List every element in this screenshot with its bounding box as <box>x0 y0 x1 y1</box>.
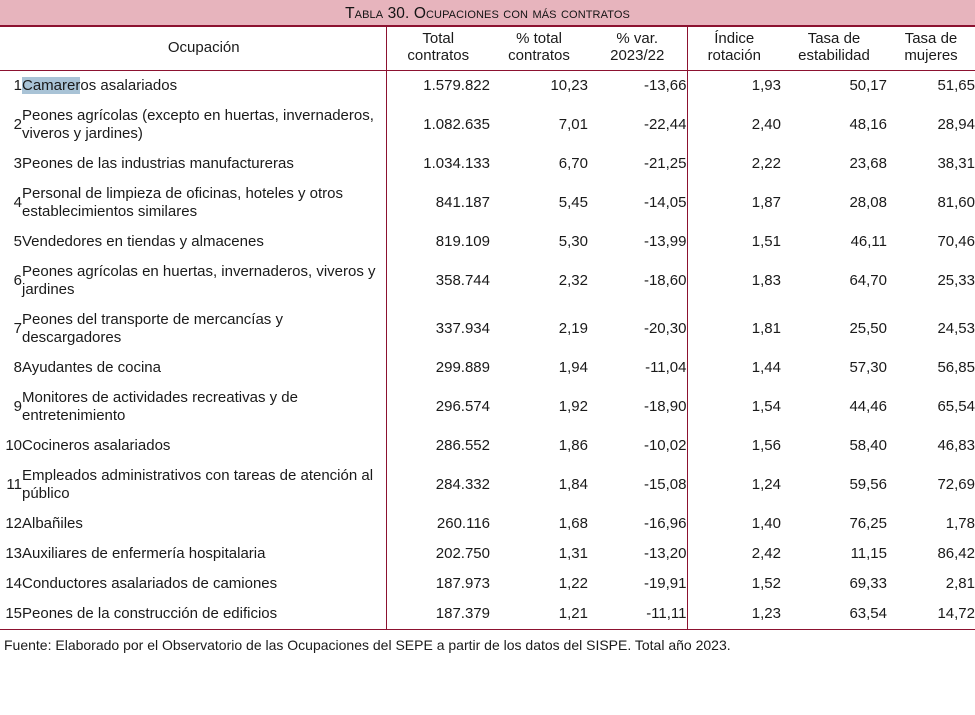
row-women-rate: 38,31 <box>887 149 975 179</box>
row-women-rate: 81,60 <box>887 179 975 227</box>
row-occupation: Monitores de actividades recreativas y de entretenimiento <box>22 383 386 431</box>
row-rotation-index: 2,22 <box>687 149 781 179</box>
row-women-rate: 28,94 <box>887 101 975 149</box>
row-rotation-index: 1,52 <box>687 569 781 599</box>
row-rotation-index: 2,42 <box>687 539 781 569</box>
row-pct-var: -11,11 <box>588 599 687 630</box>
column-header-occupation: Ocupación <box>22 27 386 70</box>
row-pct-total: 5,45 <box>490 179 588 227</box>
row-pct-total: 6,70 <box>490 149 588 179</box>
column-header-pct-var: % var. 2023/22 <box>588 27 687 70</box>
source-note-text: Fuente: Elaborado por el Observatorio de las Ocupaciones del SEPE a partir de los datos del SISPE. Total año 2023. <box>4 636 731 653</box>
row-stability-rate: 46,11 <box>781 227 887 257</box>
row-occupation: Ayudantes de cocina <box>22 353 386 383</box>
row-occupation: Conductores asalariados de camiones <box>22 569 386 599</box>
row-rank: 14 <box>0 569 22 599</box>
row-pct-total: 1,92 <box>490 383 588 431</box>
row-pct-var: -10,02 <box>588 431 687 461</box>
row-pct-var: -11,04 <box>588 353 687 383</box>
row-stability-rate: 28,08 <box>781 179 887 227</box>
row-pct-total: 1,84 <box>490 461 588 509</box>
row-occupation: Cocineros asalariados <box>22 431 386 461</box>
row-occupation: Peones de las industrias manufactureras <box>22 149 386 179</box>
row-rank: 10 <box>0 431 22 461</box>
row-stability-rate: 59,56 <box>781 461 887 509</box>
row-pct-var: -13,99 <box>588 227 687 257</box>
row-rank: 9 <box>0 383 22 431</box>
row-pct-var: -22,44 <box>588 101 687 149</box>
row-stability-rate: 50,17 <box>781 70 887 101</box>
row-stability-rate: 57,30 <box>781 353 887 383</box>
row-pct-var: -16,96 <box>588 509 687 539</box>
row-occupation: Personal de limpieza de oficinas, hoteles y otros establecimientos similares <box>22 179 386 227</box>
row-total-contracts: 299.889 <box>386 353 490 383</box>
row-women-rate: 25,33 <box>887 257 975 305</box>
row-stability-rate: 25,50 <box>781 305 887 353</box>
row-rank: 7 <box>0 305 22 353</box>
row-total-contracts: 286.552 <box>386 431 490 461</box>
row-total-contracts: 202.750 <box>386 539 490 569</box>
row-occupation: Peones de la construcción de edificios <box>22 599 386 630</box>
row-stability-rate: 23,68 <box>781 149 887 179</box>
row-occupation: Peones del transporte de mercancías y descargadores <box>22 305 386 353</box>
row-women-rate: 86,42 <box>887 539 975 569</box>
row-pct-total: 1,31 <box>490 539 588 569</box>
row-rank: 6 <box>0 257 22 305</box>
table-row <box>0 539 975 569</box>
row-occupation: Vendedores en tiendas y almacenes <box>22 227 386 257</box>
row-pct-var: -18,90 <box>588 383 687 431</box>
column-header-pct-total: % total contratos <box>490 27 588 70</box>
row-pct-total: 1,86 <box>490 431 588 461</box>
row-pct-var: -21,25 <box>588 149 687 179</box>
column-header-rank <box>0 27 22 70</box>
table-row <box>0 383 975 431</box>
row-rotation-index: 2,40 <box>687 101 781 149</box>
row-pct-total: 2,32 <box>490 257 588 305</box>
row-pct-var: -20,30 <box>588 305 687 353</box>
table-row <box>0 509 975 539</box>
row-pct-var: -18,60 <box>588 257 687 305</box>
row-total-contracts: 819.109 <box>386 227 490 257</box>
row-rotation-index: 1,40 <box>687 509 781 539</box>
row-rank: 1 <box>0 70 22 101</box>
row-pct-total: 2,19 <box>490 305 588 353</box>
row-women-rate: 2,81 <box>887 569 975 599</box>
row-rotation-index: 1,93 <box>687 70 781 101</box>
row-total-contracts: 187.379 <box>386 599 490 630</box>
row-women-rate: 24,53 <box>887 305 975 353</box>
column-header-women-rate: Tasa de mujeres <box>887 27 975 70</box>
row-stability-rate: 44,46 <box>781 383 887 431</box>
row-rotation-index: 1,23 <box>687 599 781 630</box>
row-pct-total: 10,23 <box>490 70 588 101</box>
table-row <box>0 149 975 179</box>
row-total-contracts: 1.579.822 <box>386 70 490 101</box>
row-rotation-index: 1,87 <box>687 179 781 227</box>
row-women-rate: 51,65 <box>887 70 975 101</box>
row-rank: 13 <box>0 539 22 569</box>
occupations-table <box>0 27 975 630</box>
row-occupation: Albañiles <box>22 509 386 539</box>
row-women-rate: 46,83 <box>887 431 975 461</box>
row-stability-rate: 58,40 <box>781 431 887 461</box>
row-total-contracts: 1.082.635 <box>386 101 490 149</box>
table-row <box>0 599 975 630</box>
row-total-contracts: 337.934 <box>386 305 490 353</box>
row-rank: 11 <box>0 461 22 509</box>
row-rotation-index: 1,24 <box>687 461 781 509</box>
row-stability-rate: 48,16 <box>781 101 887 149</box>
row-rotation-index: 1,54 <box>687 383 781 431</box>
table-body <box>0 70 975 629</box>
row-rank: 2 <box>0 101 22 149</box>
row-pct-total: 1,21 <box>490 599 588 630</box>
row-pct-total: 5,30 <box>490 227 588 257</box>
table-row <box>0 257 975 305</box>
table-row <box>0 569 975 599</box>
row-occupation: Camareros asalariados <box>22 70 386 101</box>
table-row <box>0 305 975 353</box>
row-stability-rate: 64,70 <box>781 257 887 305</box>
table-header-row <box>0 27 975 70</box>
row-pct-var: -13,20 <box>588 539 687 569</box>
row-rotation-index: 1,83 <box>687 257 781 305</box>
table-container <box>0 27 975 630</box>
row-total-contracts: 187.973 <box>386 569 490 599</box>
row-occupation: Auxiliares de enfermería hospitalaria <box>22 539 386 569</box>
row-total-contracts: 358.744 <box>386 257 490 305</box>
row-stability-rate: 11,15 <box>781 539 887 569</box>
row-occupation: Peones agrícolas (excepto en huertas, invernaderos, viveros y jardines) <box>22 101 386 149</box>
row-pct-var: -15,08 <box>588 461 687 509</box>
row-women-rate: 70,46 <box>887 227 975 257</box>
row-rank: 4 <box>0 179 22 227</box>
row-pct-total: 1,68 <box>490 509 588 539</box>
column-header-stability-rate: Tasa de estabilidad <box>781 27 887 70</box>
table-row <box>0 353 975 383</box>
row-women-rate: 14,72 <box>887 599 975 630</box>
row-women-rate: 56,85 <box>887 353 975 383</box>
row-women-rate: 1,78 <box>887 509 975 539</box>
row-total-contracts: 841.187 <box>386 179 490 227</box>
source-note <box>0 630 975 655</box>
row-total-contracts: 260.116 <box>386 509 490 539</box>
row-rank: 12 <box>0 509 22 539</box>
table-row <box>0 461 975 509</box>
table-row <box>0 179 975 227</box>
table-header <box>0 27 975 70</box>
row-rotation-index: 1,56 <box>687 431 781 461</box>
row-women-rate: 65,54 <box>887 383 975 431</box>
table-title-bar <box>0 0 975 27</box>
page-title: Tabla 30. Ocupaciones con más contratos <box>345 5 630 22</box>
row-stability-rate: 69,33 <box>781 569 887 599</box>
row-rank: 15 <box>0 599 22 630</box>
row-occupation: Empleados administrativos con tareas de atención al público <box>22 461 386 509</box>
row-rank: 5 <box>0 227 22 257</box>
row-occupation: Peones agrícolas en huertas, invernaderos, viveros y jardines <box>22 257 386 305</box>
row-rotation-index: 1,51 <box>687 227 781 257</box>
table-row <box>0 227 975 257</box>
row-stability-rate: 76,25 <box>781 509 887 539</box>
selected-text[interactable]: Camarer <box>22 76 81 94</box>
table-row <box>0 431 975 461</box>
row-pct-var: -19,91 <box>588 569 687 599</box>
row-women-rate: 72,69 <box>887 461 975 509</box>
row-rotation-index: 1,44 <box>687 353 781 383</box>
row-total-contracts: 284.332 <box>386 461 490 509</box>
row-total-contracts: 1.034.133 <box>386 149 490 179</box>
row-rank: 8 <box>0 353 22 383</box>
row-rotation-index: 1,81 <box>687 305 781 353</box>
column-header-rotation-index: Índice rotación <box>687 27 781 70</box>
row-total-contracts: 296.574 <box>386 383 490 431</box>
table-row <box>0 101 975 149</box>
row-rank: 3 <box>0 149 22 179</box>
column-header-total-contracts: Total contratos <box>386 27 490 70</box>
row-pct-total: 7,01 <box>490 101 588 149</box>
row-pct-var: -14,05 <box>588 179 687 227</box>
row-pct-var: -13,66 <box>588 70 687 101</box>
row-pct-total: 1,94 <box>490 353 588 383</box>
row-pct-total: 1,22 <box>490 569 588 599</box>
row-stability-rate: 63,54 <box>781 599 887 630</box>
table-row <box>0 70 975 101</box>
